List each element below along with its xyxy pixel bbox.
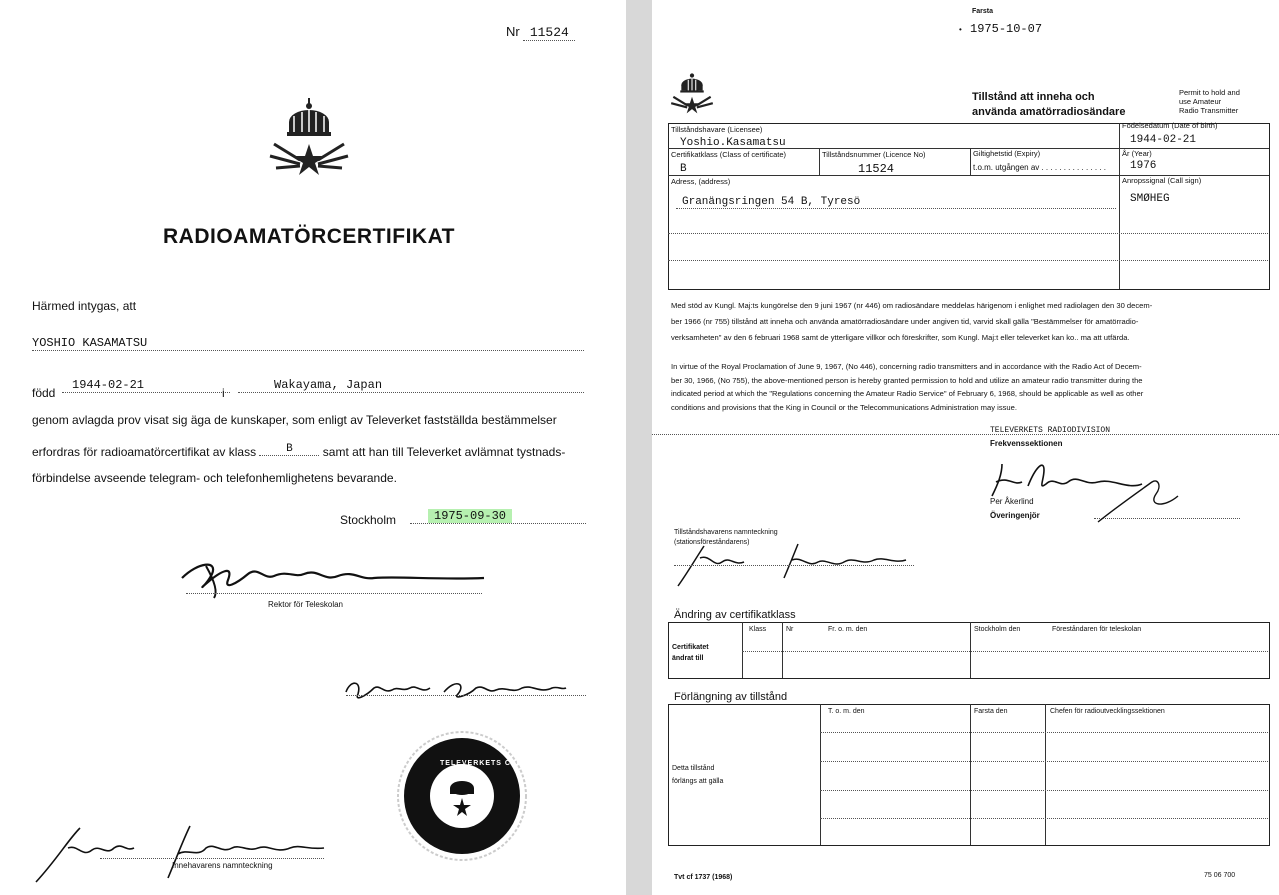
certificate-page — [0, 0, 626, 895]
extend-col-chief: Chefen för radioutvecklingssektionen — [1050, 708, 1165, 715]
cert-class-label: Certifikatklass (Class of certificate) — [671, 150, 787, 159]
signer-name: Per Åkerlind — [990, 497, 1034, 506]
permit-title-sv: Tillstånd att inneha och använda amatörradiosändare — [972, 91, 1126, 118]
address-value: Granängsringen 54 B, Tyresö — [682, 196, 861, 208]
section-name: Frekvenssektionen — [990, 439, 1063, 448]
farsta-label: Farsta — [972, 8, 994, 15]
year-value: 1976 — [1130, 160, 1157, 172]
change-row-label: Certifikatet ändrat till — [672, 644, 709, 662]
holder-sig-label: Tillståndshavarens namnteckning (stationsföreståndarens) — [674, 529, 778, 546]
form-code: Tvt cf 1737 (1968) — [674, 874, 733, 881]
body-line-2: erfordras för radioamatörcertifikat av klass B samt att han till Televerket avlämnat tystnads- — [32, 443, 566, 459]
division-name: TELEVERKETS RADIODIVISION — [990, 426, 1111, 435]
change-col-from: Fr. o. m. den — [828, 626, 868, 633]
body-line-3: förbindelse avseende telegram- och telefonhemlighetens bevarande. — [32, 471, 397, 485]
class-value: B — [259, 443, 319, 456]
issue-date-field — [410, 508, 586, 524]
print-code: 75 06 700 — [1204, 872, 1236, 879]
legal-text-en: In virtue of the Royal Proclamation of June 9, 1967, (No 446), concerning radio transmitters and in accordance with the Radio Act of Decem- ber 30, 1966, (No 755), the above-mentioned person is hereby granted permission to hold and utilize an amateur radio transmitter during the indicated period at which the "Regulations concerning the Amateur Radio Service" of February 6, 1968, should be applicable as well as other conditions and provisions that the King in Council or the Telecommunications Administration may issue. — [671, 362, 1144, 412]
cert-class-value: B — [680, 163, 687, 175]
crown-star-emblem-icon — [264, 94, 354, 176]
change-heading: Ändring av certifikatklass — [674, 609, 796, 621]
born-in-label: i — [222, 386, 225, 400]
born-date: 1944-02-21 — [62, 378, 230, 393]
extend-heading: Förlängning av tillstånd — [674, 691, 788, 703]
callsign-label: Anropssignal (Call sign) — [1122, 176, 1202, 185]
change-col-klass: Klass — [749, 626, 767, 633]
dob-value: 1944-02-21 — [1130, 134, 1197, 146]
extend-col-until: T. o. m. den — [828, 708, 865, 715]
signature-icon — [28, 818, 328, 888]
seal-text: TELEVERKETS CENTRALFÖRVALTNING — [440, 760, 606, 767]
holder-caption: Innehavarens namnteckning — [172, 861, 273, 870]
holder-signature-line — [100, 858, 324, 859]
extend-table — [668, 704, 1270, 846]
certificate-number: Nr 11524 — [506, 24, 575, 41]
change-col-director: Föreståndaren för teleskolan — [1052, 626, 1142, 633]
licensee-label: Tillståndshavare (Licensee) — [671, 125, 763, 134]
extend-row-label: Detta tillstånd förlängs att gälla — [672, 765, 724, 785]
seal-icon — [396, 730, 528, 862]
expiry-text: t.o.m. utgången av . . . . . . . . . . . . . . . — [973, 163, 1106, 172]
licence-no-label: Tillståndsnummer (Licence No) — [822, 150, 926, 159]
body-line-1: genom avlagda prov visat sig äga de kunskaper, som enligt av Televerket fastställda bestämmelser — [32, 413, 557, 427]
born-label: född — [32, 386, 56, 400]
farsta-date: • 1975-10-07 — [958, 22, 1043, 36]
dob-label: Födelsedatum (Date of birth) — [1122, 121, 1218, 130]
legal-text-sv: Med stöd av Kungl. Maj:ts kungörelse den 9 juni 1967 (nr 446) om radiosändare meddelas härigenom i enlighet med radiolagen den 30 decem- ber 1966 (nr 755) tillstånd att inneha och använda amatörradiosändare under angiven tid, varvid skall gälla "Bestämmelser för amatörradio- verksamheten" av den 6 februari 1968 samt de ytterligare villkor och föreskrifter, som Kungl. Maj:t eller televerket kan ko.. ma att utfärda. — [671, 301, 1153, 342]
certificate-title: RADIOAMATÖRCERTIFIKAT — [162, 225, 456, 248]
rector-signature-line — [186, 593, 482, 594]
signature-icon — [340, 672, 570, 704]
callsign-value: SMØHEG — [1130, 193, 1170, 205]
second-signature-line — [346, 695, 586, 696]
extend-col-farsta: Farsta den — [974, 708, 1008, 715]
intro-text: Härmed intygas, att — [32, 299, 137, 313]
rector-caption: Rektor för Teleskolan — [268, 600, 343, 609]
address-label: Adress, (address) — [671, 177, 731, 186]
licensee-value: Yoshio.Kasamatsu — [680, 137, 786, 149]
signature-icon — [674, 538, 914, 590]
crown-star-emblem-icon — [668, 66, 716, 118]
licence-no-value: 11524 — [858, 162, 895, 176]
change-col-nr: Nr — [786, 626, 794, 633]
change-col-stockholm: Stockholm den — [974, 626, 1021, 633]
issue-date: 1975-09-30 — [428, 509, 512, 523]
expiry-label: Giltighetstid (Expiry) — [973, 149, 1041, 158]
permit-title-en: Permit to hold and use Amateur Radio Transmitter — [1179, 88, 1240, 115]
signer-title: Överingenjör — [990, 511, 1040, 520]
place-label: Stockholm — [340, 513, 397, 527]
born-place: Wakayama, Japan — [238, 378, 584, 393]
holder-name: YOSHIO KASAMATSU — [32, 336, 584, 351]
permit-page — [652, 0, 1279, 895]
year-label: År (Year) — [1122, 149, 1152, 158]
